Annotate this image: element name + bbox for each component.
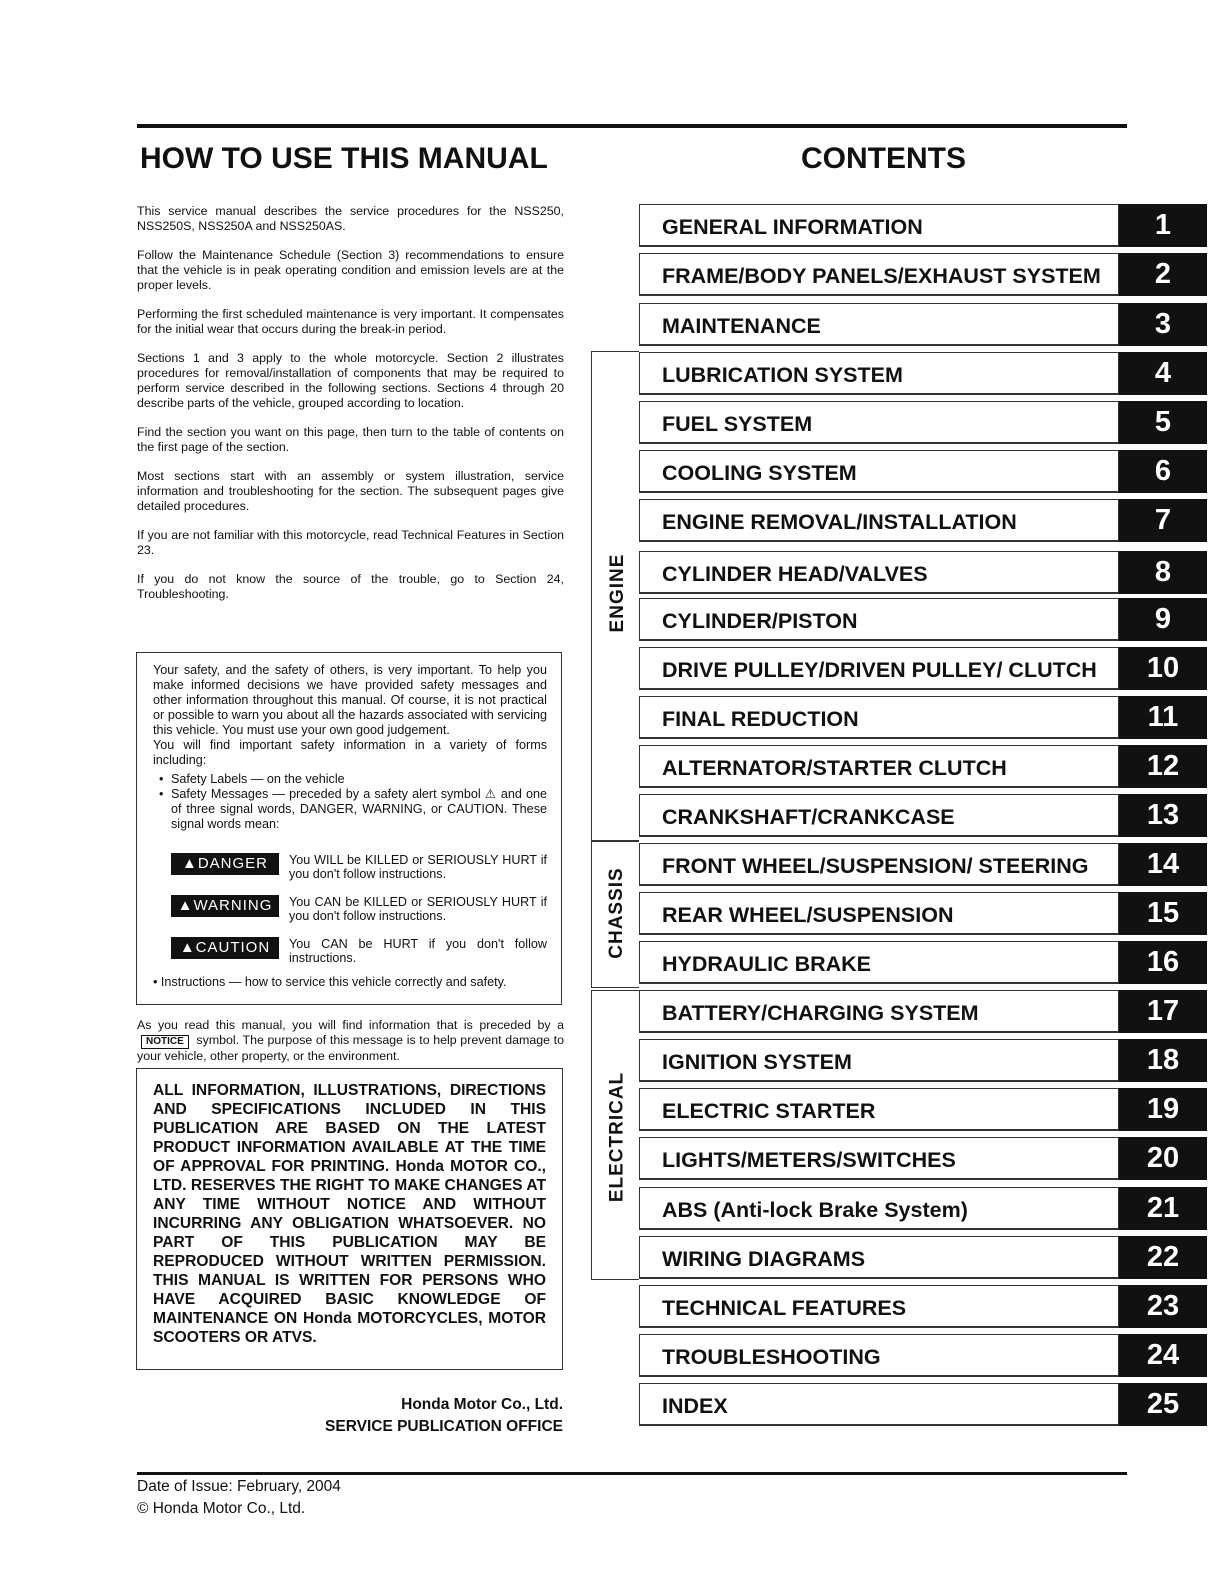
electrical-group-label: ELECTRICAL <box>606 1071 628 1203</box>
toc-box <box>639 794 1119 837</box>
toc-label: GENERAL INFORMATION <box>662 214 923 239</box>
toc-label: COOLING SYSTEM <box>662 460 857 485</box>
toc-label: MAINTENANCE <box>662 313 821 338</box>
toc-box <box>639 647 1119 690</box>
toc-label: LIGHTS/METERS/SWITCHES <box>662 1147 956 1172</box>
toc-entry[interactable] <box>639 843 1207 886</box>
toc-entry[interactable] <box>639 1236 1207 1279</box>
danger-badge: ▲DANGER <box>171 853 279 875</box>
notice-before: As you read this manual, you will find information that is preceded by a <box>137 1018 564 1032</box>
toc-entry[interactable] <box>639 1383 1207 1426</box>
toc-entry[interactable] <box>639 450 1207 493</box>
toc-box <box>639 204 1119 247</box>
footer <box>137 1476 341 1520</box>
toc-number: 8 <box>1119 551 1207 594</box>
toc-entry[interactable] <box>639 551 1207 594</box>
toc-label: INDEX <box>662 1393 728 1418</box>
caution-badge: ▲CAUTION <box>171 937 279 959</box>
toc-entry[interactable] <box>639 1334 1207 1377</box>
toc-label: FUEL SYSTEM <box>662 411 813 436</box>
toc-box <box>639 352 1119 395</box>
toc-label: ALTERNATOR/STARTER CLUTCH <box>662 755 1007 780</box>
intro-paragraph: Follow the Maintenance Schedule (Section 3) recommendations to ensure that the vehicle is in peak operating condition and emission levels are at the proper levels. <box>137 248 564 292</box>
toc-label: CYLINDER/PISTON <box>662 608 858 633</box>
toc-number: 11 <box>1119 696 1207 739</box>
safety-box <box>136 652 562 1005</box>
toc-label: FINAL REDUCTION <box>662 706 859 731</box>
intro-paragraph: This service manual describes the service procedures for the NSS250, NSS250S, NSS250A and NSS250AS. <box>137 204 564 233</box>
toc-box <box>639 450 1119 493</box>
toc-box <box>639 598 1119 641</box>
toc-label: DRIVE PULLEY/DRIVEN PULLEY/ CLUTCH <box>662 657 1097 682</box>
toc-label: TROUBLESHOOTING <box>662 1344 881 1369</box>
toc-number: 25 <box>1119 1383 1207 1426</box>
safety-item-instructions: • Instructions — how to service this vehicle correctly and safety. <box>153 975 507 989</box>
toc-label: REAR WHEEL/SUSPENSION <box>662 902 954 927</box>
toc-entry[interactable] <box>639 1137 1207 1180</box>
safety-list <box>153 772 547 832</box>
intro-text <box>137 204 564 616</box>
toc-entry[interactable] <box>639 499 1207 542</box>
toc-label: LUBRICATION SYSTEM <box>662 362 903 387</box>
toc-label: CYLINDER HEAD/VALVES <box>662 561 928 586</box>
toc-number: 22 <box>1119 1236 1207 1279</box>
toc-label: ELECTRIC STARTER <box>662 1098 876 1123</box>
toc-box <box>639 843 1119 886</box>
toc-entry[interactable] <box>639 1088 1207 1131</box>
toc-box <box>639 990 1119 1033</box>
toc-entry[interactable] <box>639 647 1207 690</box>
notice-tag: NOTICE <box>141 1035 189 1049</box>
toc-entry[interactable] <box>639 598 1207 641</box>
top-rule <box>137 124 1127 128</box>
toc-number: 2 <box>1119 253 1207 296</box>
toc-box <box>639 401 1119 444</box>
toc-number: 5 <box>1119 401 1207 444</box>
toc-number: 13 <box>1119 794 1207 837</box>
toc-entry[interactable] <box>639 794 1207 837</box>
toc-label: CRANKSHAFT/CRANKCASE <box>662 804 955 829</box>
notice-paragraph <box>137 1018 564 1064</box>
toc-entry[interactable] <box>639 1187 1207 1230</box>
intro-paragraph: Find the section you want on this page, then turn to the table of contents on the first page of the section. <box>137 425 564 454</box>
toc-label: FRONT WHEEL/SUSPENSION/ STEERING <box>662 853 1089 878</box>
warning-badge: ▲WARNING <box>171 895 279 917</box>
toc-box <box>639 745 1119 788</box>
issue-date: Date of Issue: February, 2004 <box>137 1478 341 1495</box>
toc-number: 21 <box>1119 1187 1207 1230</box>
warning-text: You CAN be KILLED or SERIOUSLY HURT if you don't follow instructions. <box>289 895 547 923</box>
toc-entry[interactable] <box>639 204 1207 247</box>
toc-number: 24 <box>1119 1334 1207 1377</box>
intro-paragraph: Most sections start with an assembly or system illustration, service information and troubleshooting for the section. The subsequent pages give detailed procedures. <box>137 469 564 513</box>
manual-title: HOW TO USE THIS MANUAL <box>140 142 548 175</box>
bottom-rule <box>137 1472 1127 1475</box>
engine-group-label: ENGINE <box>607 553 628 633</box>
toc-box <box>639 1187 1119 1230</box>
caution-text: You CAN be HURT if you don't follow instructions. <box>289 937 547 965</box>
safety-item-messages: • Safety Messages — preceded by a safety alert symbol ⚠ and one of three signal words, DANGER, WARNING, or CAUTION. These signal words mean: <box>153 787 547 832</box>
safety-item-labels: • Safety Labels — on the vehicle <box>153 772 547 787</box>
toc-box <box>639 1334 1119 1377</box>
toc-box <box>639 1039 1119 1082</box>
toc-box <box>639 1383 1119 1426</box>
toc-number: 9 <box>1119 598 1207 641</box>
intro-paragraph: If you are not familiar with this motorcycle, read Technical Features in Section 23. <box>137 528 564 557</box>
toc-number: 10 <box>1119 647 1207 690</box>
toc-label: ENGINE REMOVAL/INSTALLATION <box>662 509 1017 534</box>
toc-number: 7 <box>1119 499 1207 542</box>
toc-number: 3 <box>1119 303 1207 346</box>
toc-number: 20 <box>1119 1137 1207 1180</box>
toc-box <box>639 1236 1119 1279</box>
toc-entry[interactable] <box>639 990 1207 1033</box>
toc-box <box>639 1088 1119 1131</box>
toc-entry[interactable] <box>639 696 1207 739</box>
toc-number: 16 <box>1119 941 1207 984</box>
toc-entry[interactable] <box>639 352 1207 395</box>
toc-box <box>639 551 1119 594</box>
instructions-text: Instructions — how to service this vehicle correctly and safety. <box>160 975 507 989</box>
intro-paragraph: If you do not know the source of the trouble, go to Section 24, Troubleshooting. <box>137 572 564 601</box>
contents-title: CONTENTS <box>801 142 966 175</box>
toc-number: 1 <box>1119 204 1207 247</box>
toc-box <box>639 1137 1119 1180</box>
chassis-group-label: CHASSIS <box>606 867 627 959</box>
toc-number: 6 <box>1119 450 1207 493</box>
toc-label: FRAME/BODY PANELS/EXHAUST SYSTEM <box>662 263 1101 288</box>
toc-entry[interactable] <box>639 401 1207 444</box>
toc-box <box>639 941 1119 984</box>
toc-entry[interactable] <box>639 892 1207 935</box>
toc-label: WIRING DIAGRAMS <box>662 1246 866 1271</box>
toc-box <box>639 696 1119 739</box>
toc-box <box>639 303 1119 346</box>
toc-label: IGNITION SYSTEM <box>662 1049 852 1074</box>
toc-entry[interactable] <box>639 745 1207 788</box>
toc-box <box>639 1285 1119 1328</box>
danger-text: You WILL be KILLED or SERIOUSLY HURT if you don't follow instructions. <box>289 853 547 881</box>
toc-entry[interactable] <box>639 1039 1207 1082</box>
toc-entry[interactable] <box>639 1285 1207 1328</box>
toc-number: 14 <box>1119 843 1207 886</box>
toc-number: 4 <box>1119 352 1207 395</box>
toc-entry[interactable] <box>639 253 1207 296</box>
signature-office: SERVICE PUBLICATION OFFICE <box>325 1418 563 1435</box>
toc-number: 23 <box>1119 1285 1207 1328</box>
safety-intro-2: You will find important safety information in a variety of forms including: <box>153 738 547 767</box>
toc-entry[interactable] <box>639 303 1207 346</box>
signature-company: Honda Motor Co., Ltd. <box>401 1396 563 1413</box>
safety-intro: Your safety, and the safety of others, is very important. To help you make informed decisions we have provided safety messages and other information throughout this manual. Of course, it is not practical or possible to warn you about all the hazards associated with servicing this vehicle. You must use your own good judgement. <box>153 663 547 737</box>
toc-label: HYDRAULIC BRAKE <box>662 951 872 976</box>
toc-number: 15 <box>1119 892 1207 935</box>
toc-box <box>639 253 1119 296</box>
copyright: © Honda Motor Co., Ltd. <box>137 1500 306 1517</box>
toc-number: 17 <box>1119 990 1207 1033</box>
signature <box>325 1394 563 1438</box>
toc-label: BATTERY/CHARGING SYSTEM <box>662 1000 979 1025</box>
toc-label: ABS (Anti-lock Brake System) <box>662 1197 968 1222</box>
toc-box <box>639 892 1119 935</box>
toc-label: TECHNICAL FEATURES <box>662 1295 907 1320</box>
toc-entry[interactable] <box>639 941 1207 984</box>
toc-number: 18 <box>1119 1039 1207 1082</box>
toc-number: 19 <box>1119 1088 1207 1131</box>
legal-box: ALL INFORMATION, ILLUSTRATIONS, DIRECTIONS AND SPECIFICATIONS INCLUDED IN THIS PUBLICATION ARE BASED ON THE LATEST PRODUCT INFORMATION AVAILABLE AT THE TIME OF APPROVAL FOR PRINTING. Honda MOTOR CO., LTD. RESERVES THE RIGHT TO MAKE CHANGES AT ANY TIME WITHOUT NOTICE AND WITHOUT INCURRING ANY OBLIGATION WHATSOEVER. NO PART OF THIS PUBLICATION MAY BE REPRODUCED WITHOUT WRITTEN PERMISSION. THIS MANUAL IS WRITTEN FOR PERSONS WHO HAVE ACQUIRED BASIC KNOWLEDGE OF MAINTENANCE ON Honda MOTORCYCLES, MOTOR SCOOTERS OR ATVS. <box>136 1068 563 1370</box>
intro-paragraph: Performing the first scheduled maintenance is very important. It compensates for the initial wear that occurs during the break-in period. <box>137 307 564 336</box>
toc-number: 12 <box>1119 745 1207 788</box>
intro-paragraph: Sections 1 and 3 apply to the whole motorcycle. Section 2 illustrates procedures for removal/installation of components that may be required to perform service described in the following sections. Sections 4 through 20 describe parts of the vehicle, grouped according to location. <box>137 351 564 410</box>
toc-box <box>639 499 1119 542</box>
notice-after: symbol. The purpose of this message is to help prevent damage to your vehicle, other property, or the environment. <box>137 1033 564 1063</box>
